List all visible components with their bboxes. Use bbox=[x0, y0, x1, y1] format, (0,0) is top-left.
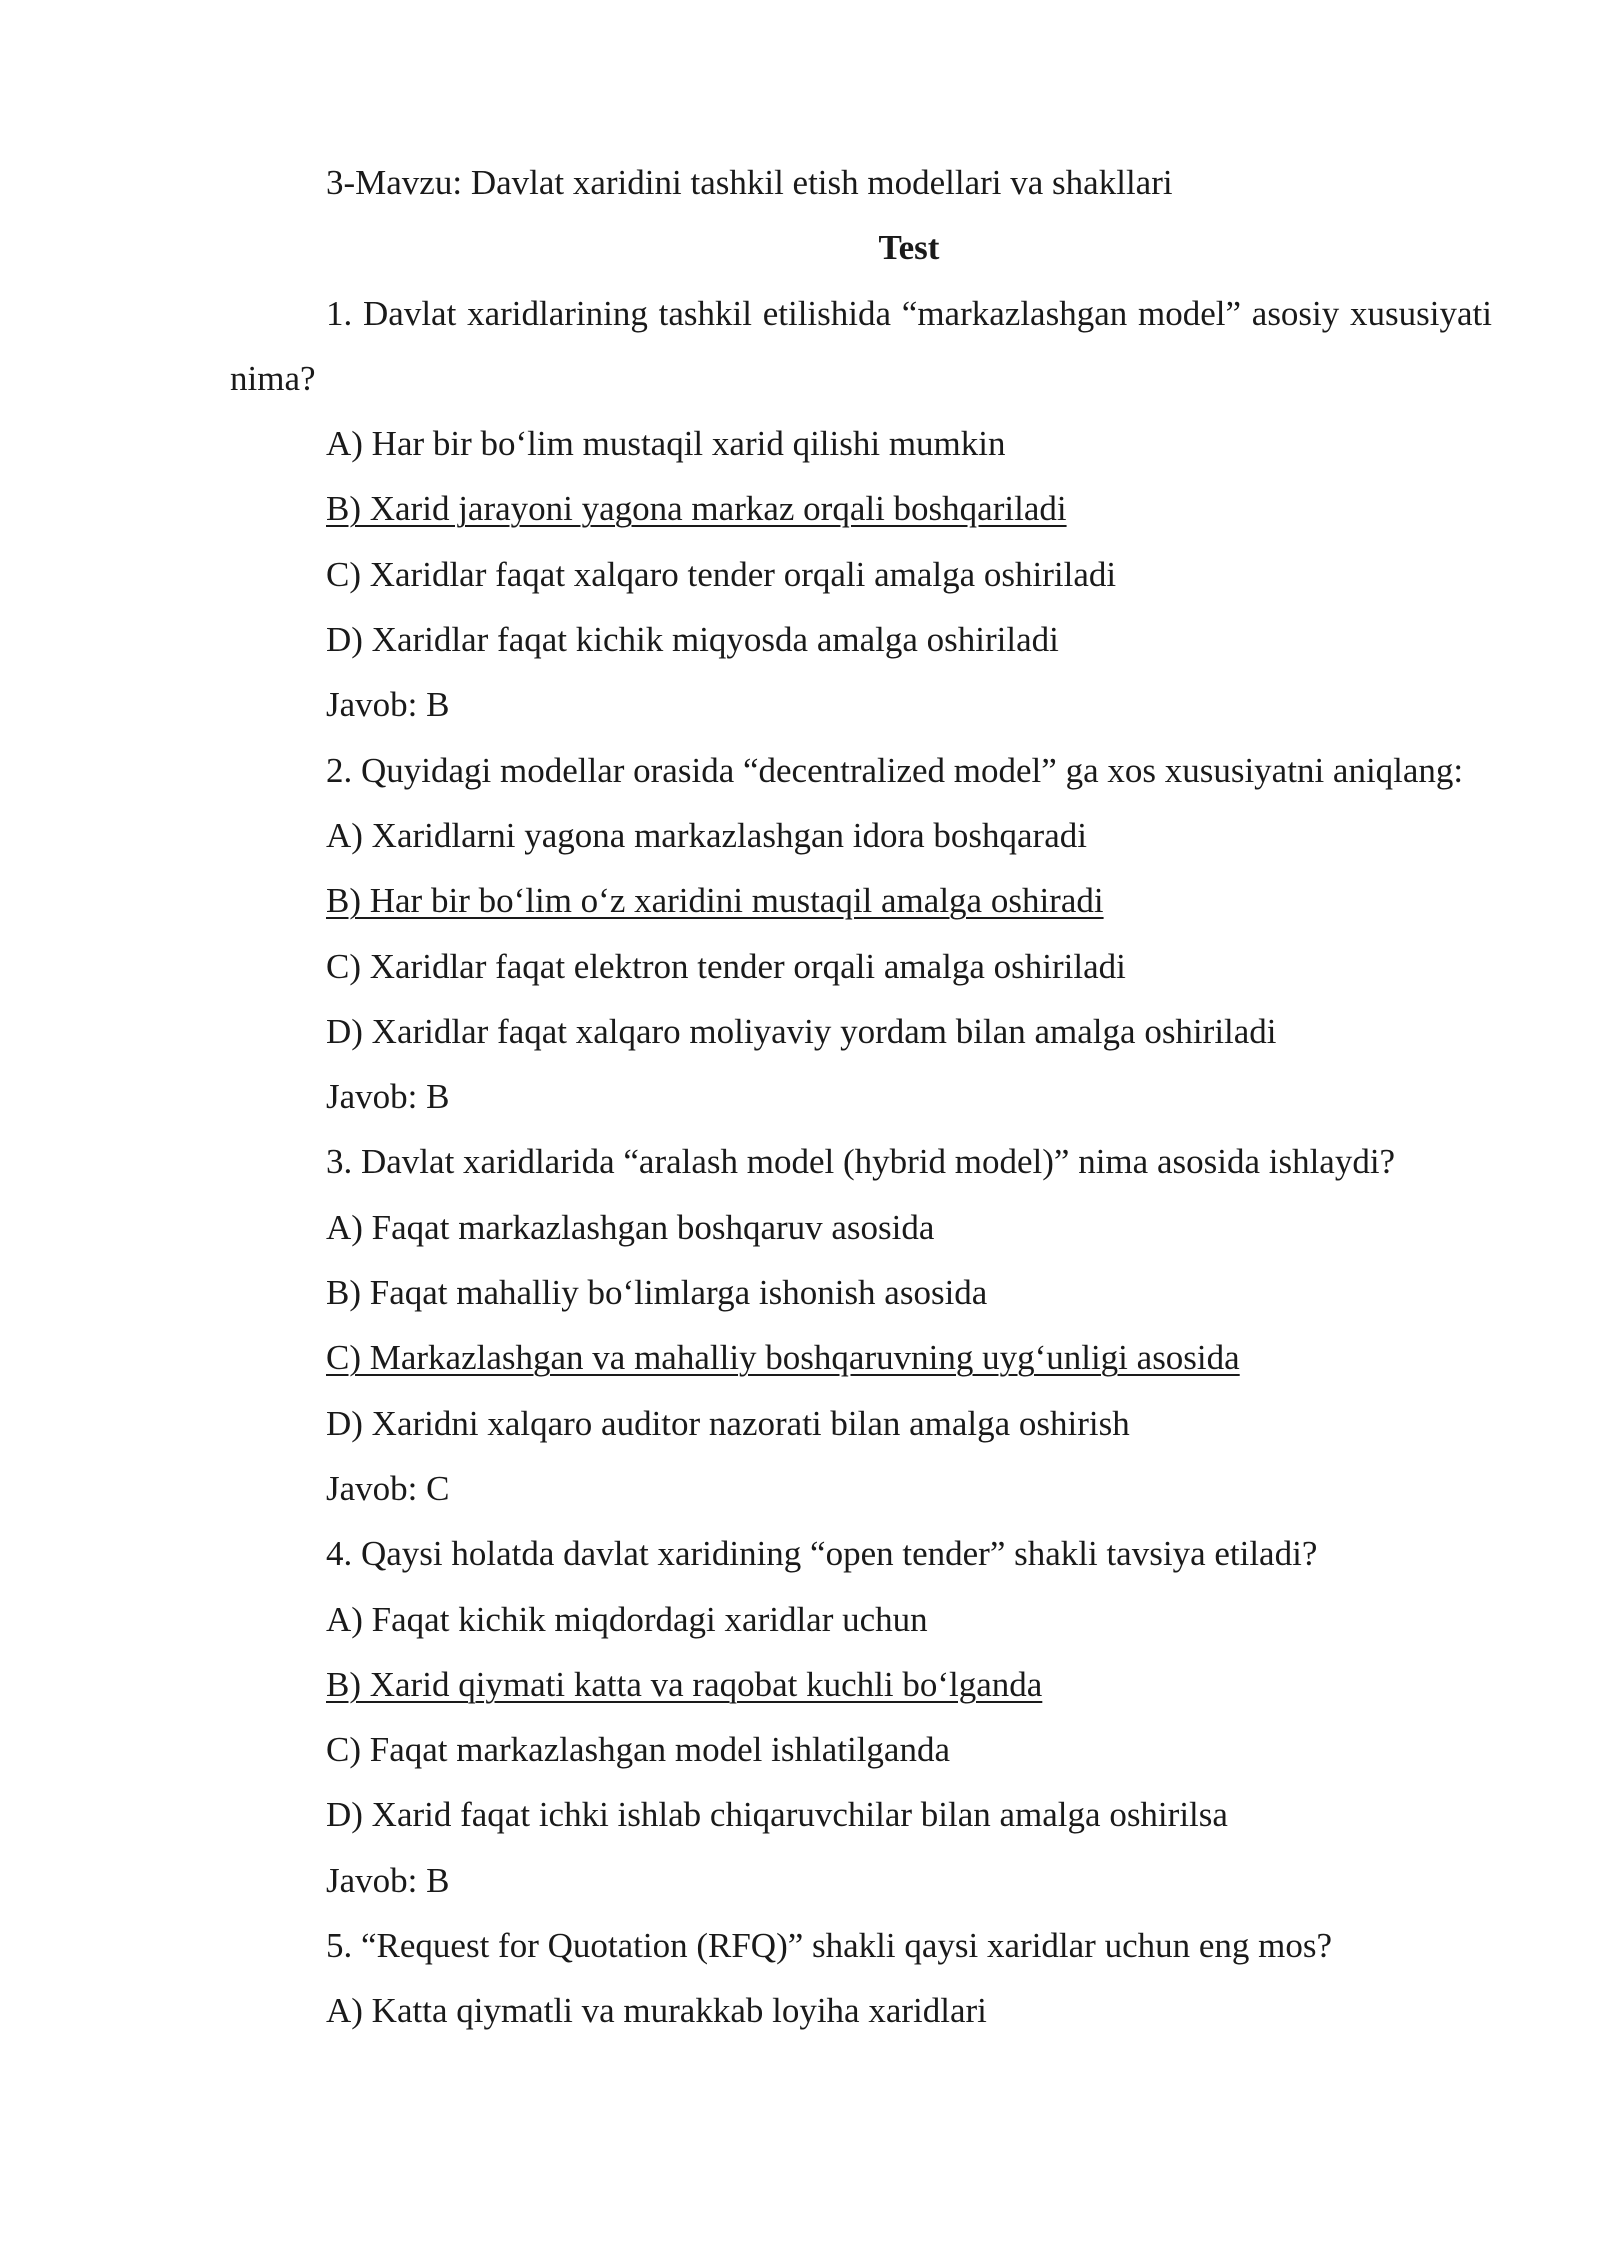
test-heading: Test bbox=[878, 228, 940, 268]
question-2: 2. Quyidagi modellar orasida “decentralized model” ga xos xususiyatni aniqlang: bbox=[326, 750, 1464, 790]
q1-option-b-text: B) Xarid jarayoni yagona markaz orqali boshqariladi bbox=[326, 489, 1067, 529]
question-3: 3. Davlat xaridlarida “aralash model (hybrid model)” nima asosida ishlaydi? bbox=[326, 1142, 1396, 1182]
q2-answer: Javob: B bbox=[326, 1077, 450, 1117]
q2-option-b-text: B) Har bir bo‘lim o‘z xaridini mustaqil amalga oshiradi bbox=[326, 881, 1104, 921]
q4-option-a: A) Faqat kichik miqdordagi xaridlar uchun bbox=[326, 1599, 928, 1639]
q4-option-d: D) Xarid faqat ichki ishlab chiqaruvchilar bilan amalga oshirilsa bbox=[326, 1795, 1228, 1835]
q4-option-c: C) Faqat markazlashgan model ishlatilganda bbox=[326, 1730, 950, 1770]
q1-option-a: A) Har bir bo‘lim mustaqil xarid qilishi mumkin bbox=[326, 424, 1006, 464]
question-4: 4. Qaysi holatda davlat xaridining “open tender” shakli tavsiya etiladi? bbox=[326, 1534, 1318, 1574]
topic-title: 3-Mavzu: Davlat xaridini tashkil etish modellari va shakllari bbox=[326, 163, 1173, 202]
q1-option-d: D) Xaridlar faqat kichik miqyosda amalga oshiriladi bbox=[326, 620, 1059, 660]
q2-option-a: A) Xaridlarni yagona markazlashgan idora boshqaradi bbox=[326, 815, 1087, 855]
q1-option-b-correct bbox=[230, 476, 1492, 541]
q4-option-b-correct bbox=[230, 1652, 1492, 1717]
q3-option-c-text: C) Markazlashgan va mahalliy boshqaruvning uyg‘unligi asosida bbox=[326, 1338, 1240, 1378]
q5-option-a: A) Katta qiymatli va murakkab loyiha xaridlari bbox=[326, 1991, 987, 2031]
q3-option-b: B) Faqat mahalliy bo‘limlarga ishonish asosida bbox=[326, 1273, 988, 1313]
q1-answer: Javob: B bbox=[326, 685, 450, 725]
document-page bbox=[230, 150, 1492, 2044]
q2-option-c: C) Xaridlar faqat elektron tender orqali amalga oshiriladi bbox=[326, 946, 1126, 986]
q4-option-b-text: B) Xarid qiymati katta va raqobat kuchli bo‘lganda bbox=[326, 1664, 1043, 1704]
q3-option-d: D) Xaridni xalqaro auditor nazorati bilan amalga oshirish bbox=[326, 1403, 1130, 1443]
q1-option-c: C) Xaridlar faqat xalqaro tender orqali amalga oshiriladi bbox=[326, 554, 1117, 594]
q2-option-b-correct bbox=[230, 868, 1492, 933]
question-1: 1. Davlat xaridlarining tashkil etilishida “markazlashgan model” asosiy xususiyati nima? bbox=[230, 293, 1492, 398]
q3-answer: Javob: C bbox=[326, 1468, 450, 1508]
q3-option-c-correct bbox=[230, 1325, 1492, 1390]
q3-option-a: A) Faqat markazlashgan boshqaruv asosida bbox=[326, 1207, 935, 1247]
question-5: 5. “Request for Quotation (RFQ)” shakli qaysi xaridlar uchun eng mos? bbox=[326, 1926, 1333, 1966]
q2-option-d: D) Xaridlar faqat xalqaro moliyaviy yordam bilan amalga oshiriladi bbox=[326, 1011, 1277, 1051]
q4-answer: Javob: B bbox=[326, 1860, 450, 1900]
